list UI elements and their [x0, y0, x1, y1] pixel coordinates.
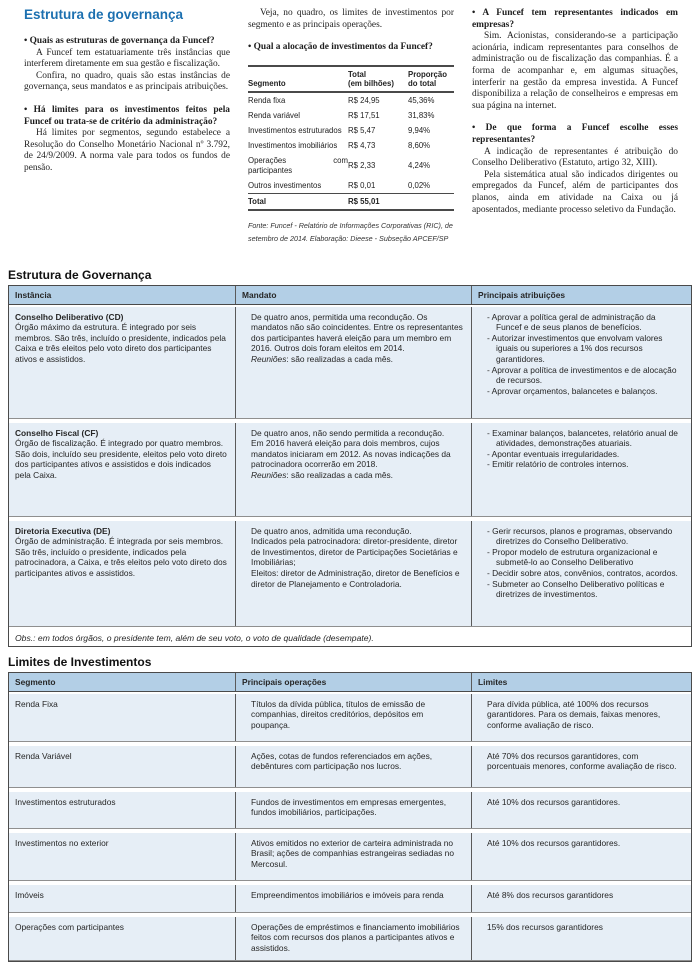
cell-atribuicoes: - Examinar balanços, balancetes, relatório anual de atividades, demonstrações atuariais. - Apontar eventuais irregularidades. - Emitir relatório de controles internos.: [471, 423, 691, 516]
cell-atribuicoes: - Aprovar a política geral de administração da Funcef e de seus planos de benefícios. - Autorizar investimentos que envolvam valores iguais ou superiores a 1% dos recursos garantidores. - Aprovar a política de investimentos e de alocação de recursos. - Aprovar orçamentos, balancetes e balanços.: [471, 307, 691, 418]
governance-table: [8, 285, 692, 647]
question-allocation: • Qual a alocação de investimentos da Funcef?: [248, 42, 433, 53]
instancia-desc: Órgão máximo da estrutura. É integrado por seis membros. São três, incluído o presidente, indicados pela Caixa e três eleitos pelo voto direto dos participantes ativos e assistidos.: [15, 322, 226, 364]
answer-paragraph: Sim. Acionistas, considerando-se a participação acionária, indicam representantes para conselhos de administração ou de fiscalização das companhias. É a forma de acompanhar e, em algumas situações, interferir na gestão da empresa investida. A Funcef disponibiliza a relação de conselheiros e empresas em sua página na internet.: [472, 31, 678, 111]
cell-instancia: [9, 307, 235, 418]
limits-row-imoveis: [9, 885, 691, 913]
answer-paragraph: A indicação de representantes é atribuição do Conselho Deliberativo (Estatuto, artigo 32, XIII).: [472, 146, 678, 169]
cell-mandato: De quatro anos, admitida uma recondução. Indicados pela patrocinadora: diretor-presidente, diretor de Investimentos, diretor de Participações Societárias e Imobiliárias; Eleitos: diretor de Administração, diretor de Benefícios e diretor de Planejamento e Controladoria.: [235, 521, 471, 626]
limits-table-title: Limites de Investimentos: [8, 655, 152, 670]
cell-operacoes: Operações de empréstimos e financiamento imobiliários feitos com recursos dos planos a participantes ativos e assistidos.: [235, 917, 471, 960]
cell-limites: Até 10% dos recursos garantidores.: [471, 833, 691, 880]
alloc-header-proporcao: Proporção do total: [408, 66, 454, 92]
cell-segmento: Operações com participantes: [15, 921, 124, 932]
limits-row-renda-variavel: [9, 746, 691, 788]
question-investment-limits: • Há limites para os investimentos feitos pela Funcef ou trata-se de critério da administração?: [24, 104, 230, 127]
cell-instancia: [9, 521, 235, 626]
cell-limites: Até 70% dos recursos garantidores, com porcentuais menores, conforme avaliação de risco.: [471, 746, 691, 787]
cell-segmento: Imóveis: [15, 889, 44, 900]
alloc-header-total: Total (em bilhões): [348, 66, 408, 92]
governance-table-header-row: [9, 286, 691, 305]
answer-paragraph: Pela sistemática atual são indicados dirigentes ou empregados da Funcef, além de participantes dos planos, ainda em atividade na Caixa ou já aposentados, mediante processo seletivo da Fundação.: [472, 169, 678, 215]
limits-row-operacoes-participantes: [9, 917, 691, 961]
header-instancia: Instância: [15, 289, 52, 300]
alloc-row: Renda variável R$ 17,51 31,83%: [248, 111, 435, 121]
cell-limites: 15% dos recursos garantidores: [471, 917, 691, 960]
question-representatives: • A Funcef tem representantes indicados em empresas?: [472, 8, 678, 30]
instancia-desc: Órgão de fiscalização. É integrado por quatro membros. São dois, incluído seu presidente, eleitos pelo voto direto dos participantes ativos e assistidos e dois indicados pela Caixa.: [15, 438, 227, 480]
cell-instancia: [9, 423, 235, 516]
cell-operacoes: Ativos emitidos no exterior de carteira administrada no Brasil; ações de companhias estrangeiras sediadas no Mercosul.: [235, 833, 471, 880]
cell-operacoes: Empreendimentos imobiliários e imóveis para renda: [235, 885, 471, 912]
cell-limites: Até 10% dos recursos garantidores.: [471, 792, 691, 828]
alloc-row: Investimentos imobiliários R$ 4,73 8,60%: [248, 141, 431, 151]
cell-operacoes: Fundos de investimentos em empresas emergentes, fundos imobiliários, participações.: [235, 792, 471, 828]
allocation-table-header: [248, 66, 454, 92]
header-atribuicoes: Principais atribuições: [471, 286, 691, 304]
answer-paragraph: A Funcef tem estatuariamente três instâncias que interferem diretamente em sua gestão e fiscalização.: [24, 47, 230, 70]
answer-paragraph: Há limites por segmentos, segundo estabelece a Resolução do Conselho Monetário Nacional nº 3.792, de 24/9/2009. A norma vale para todos os fundos de pensão.: [24, 128, 230, 173]
cell-segmento: Investimentos estruturados: [15, 796, 116, 807]
limits-table-header-row: [9, 673, 691, 692]
header-limites: Limites: [471, 673, 691, 691]
governance-row-conselho-fiscal: [9, 423, 691, 517]
cell-mandato: De quatro anos, não sendo permitida a recondução. Em 2016 haverá eleição para dois membros, cujos mandatos iniciaram em 2012. As novas indicações da patrocinadora ocorrerão em 2018. Reuniões: são realizadas a cada mês.: [235, 423, 471, 516]
article-column-2: [248, 6, 454, 268]
table-source-note: Fonte: Funcef - Relatório de Informações Corporativas (RIC), de setembro de 2014. Elaboração: Dieese - Subseção APCEF/SP: [248, 221, 453, 244]
cell-limites: Para dívida pública, até 100% dos recursos garantidores. Para os demais, faixas menores, conforme avaliação de risco.: [471, 694, 691, 741]
cell-limites: Até 8% dos recursos garantidores: [471, 885, 691, 912]
article-section: [0, 0, 700, 268]
limits-row-exterior: [9, 833, 691, 881]
cell-mandato: De quatro anos, permitida uma recondução. Os mandatos não são coincidentes. Entre os representantes dos participantes haverá eleição para um membro em 2016. Outros dois foram eleitos em 2014. Reuniões: são realizadas a cada mês.: [235, 307, 471, 418]
answer-paragraph: Confira, no quadro, quais são estas instâncias de governança, seus mandatos e as principais atribuições.: [24, 70, 230, 93]
governance-row-conselho-deliberativo: [9, 307, 691, 419]
alloc-row: Investimentos estruturados R$ 5,47 9,94%: [248, 126, 431, 136]
limits-row-estruturados: [9, 792, 691, 829]
alloc-row: Outros investimentos R$ 0,01 0,02%: [248, 181, 431, 191]
alloc-row: Renda fixa R$ 24,95 45,36%: [248, 95, 435, 105]
instancia-name: Conselho Fiscal (CF): [15, 427, 99, 438]
header-segmento: Segmento: [15, 676, 56, 687]
alloc-total-row: Total R$ 55,01: [248, 194, 454, 211]
cell-operacoes: Ações, cotas de fundos referenciados em ações, debêntures com participação nos lucros.: [235, 746, 471, 787]
question-how-chosen: • De que forma a Funcef escolhe esses representantes?: [472, 123, 678, 145]
instancia-desc: Órgão de administração. É integrada por seis membros. São três, incluído o presidente, indicados pela patrocinadora, a Caixa, e três eleitos pelo voto direto dos participantes ativos e assistidos.: [15, 536, 227, 578]
question-governance-structures: • Quais as estruturas de governança da Funcef?: [24, 36, 215, 46]
article-column-3: [472, 6, 678, 268]
limits-table: [8, 672, 692, 962]
cell-segmento: Investimentos no exterior: [15, 837, 109, 848]
instancia-name: Conselho Deliberativo (CD): [15, 311, 124, 322]
header-mandato: Mandato: [235, 286, 471, 304]
header-operacoes: Principais operações: [235, 673, 471, 691]
limits-row-renda-fixa: [9, 694, 691, 742]
governance-table-obs: Obs.: em todos órgãos, o presidente tem, além de seu voto, o voto de qualidade (desempate).: [9, 631, 691, 647]
cell-atribuicoes: - Gerir recursos, planos e programas, observando diretrizes do Conselho Deliberativo. - Propor modelo de estrutura organizacional e submetê-lo ao Conselho Deliberativo - Decidir sobre atos, convênios, contratos, acordos. - Submeter ao Conselho Deliberativo políticas e diretrizes de investimentos.: [471, 521, 691, 626]
continuation-paragraph: Veja, no quadro, os limites de investimentos por segmento e as principais operações.: [248, 8, 454, 30]
instancia-name: Diretoria Executiva (DE): [15, 525, 111, 536]
alloc-row: Operações com participantes R$ 2,33 4,24%: [248, 156, 431, 175]
cell-operacoes: Títulos da dívida pública, títulos de emissão de companhias, direitos creditórios, depósitos em poupança.: [235, 694, 471, 741]
cell-segmento: Renda Fixa: [15, 698, 58, 709]
governance-row-diretoria-executiva: [9, 521, 691, 627]
article-column-1: [24, 6, 230, 268]
governance-table-title: Estrutura de Governança: [8, 268, 152, 282]
cell-segmento: Renda Variável: [15, 750, 72, 761]
alloc-header-segmento: Segmento: [248, 66, 348, 92]
allocation-table: [248, 65, 454, 211]
page-title: Estrutura de governança: [24, 7, 184, 22]
